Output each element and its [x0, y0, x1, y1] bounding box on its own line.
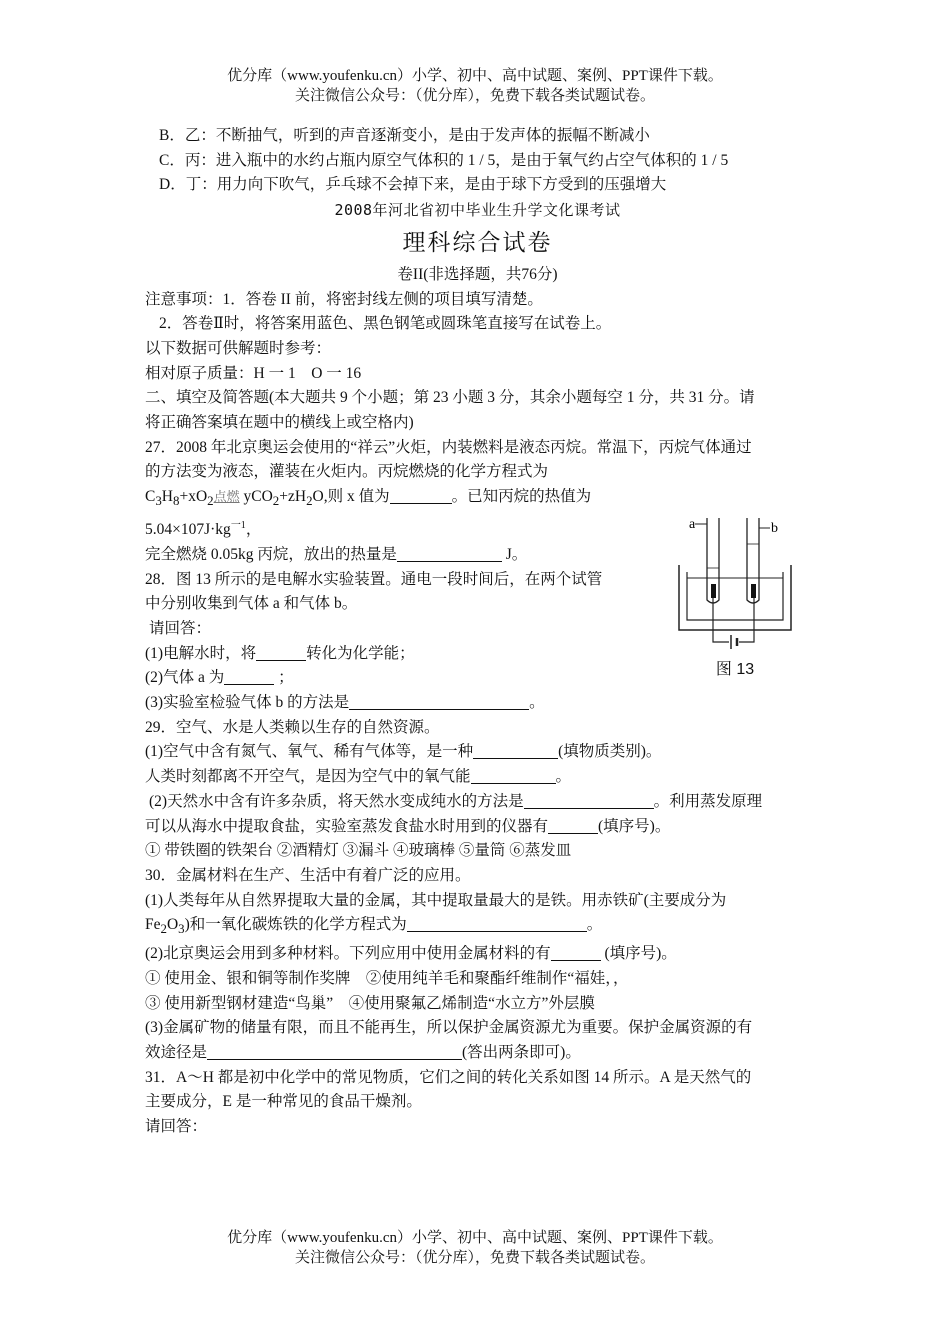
part-two-instructions-2: 将正确答案填在题中的横线上或空格内): [145, 414, 414, 432]
tube-label-a: a: [689, 517, 696, 532]
q30-sub-2: [145, 942, 810, 967]
option-b: B．乙：不断抽气，听到的声音逐渐变小，是由于发声体的振幅不断减小: [159, 127, 650, 144]
q30-line-1: 30．金属材料在生产、生活中有着广泛的应用。: [145, 866, 471, 884]
heat-exp: 一1: [230, 519, 246, 531]
o-sub-3: 3: [178, 921, 185, 937]
q30-sub-1b: [145, 913, 810, 942]
q31-line-1: 31．A～H 都是初中化学中的常见物质，它们之间的转化关系如图 14 所示。A 是天然气的: [145, 1068, 752, 1086]
electrode-b: [751, 584, 756, 598]
fe-symbol: Fe: [145, 916, 161, 934]
section-heading: 卷II(非选择题，共76分): [397, 265, 558, 283]
q29-blank-2[interactable]: [471, 767, 556, 784]
q29-sub-2-end: 。利用蒸发原理: [653, 792, 763, 810]
eq-xo: +xO: [179, 488, 208, 506]
tube-label-b: b: [771, 521, 778, 536]
q28-blank-3[interactable]: [349, 693, 529, 710]
q28-blank-2[interactable]: [224, 668, 274, 685]
q30-sub-3: (3)金属矿物的储量有限，而且不能再生，所以保护金属资源尤为重要。保护金属资源的有: [145, 1019, 753, 1037]
reference-note: 以下数据可供解题时参考：: [145, 339, 332, 357]
q29-blank-4[interactable]: [548, 817, 598, 834]
basin-inner: [687, 572, 783, 620]
figure-13: [675, 510, 795, 680]
eq-zh: +zH: [279, 488, 307, 506]
fe-sub-2: 2: [160, 921, 167, 937]
q28-blank-1[interactable]: [256, 644, 306, 661]
q29-blank-3[interactable]: [524, 792, 654, 809]
eq-sub-3: 3: [155, 493, 162, 509]
q29-sub-2-text: (2)天然水中含有许多杂质，将天然水变成纯水的方法是: [149, 792, 524, 810]
q28-sub-1-text: (1)电解水时，将: [145, 644, 257, 662]
part-two-instructions-1: 二、填空及简答题(本大题共 9 个小题；第 23 小题 3 分，其余小题每空 1 分，共 31 分。请: [145, 389, 755, 407]
q30-sub-3b-end: (答出两条即可)。: [462, 1043, 581, 1061]
q27-line-5-end: J。: [501, 545, 528, 563]
q29-sub-1-text: (1)空气中含有氮气、氧气、稀有气体等，是一种: [145, 743, 474, 761]
electrode-a: [711, 584, 716, 598]
q29-blank-1[interactable]: [473, 742, 558, 759]
q29-sub-1-end: (填物质类别)。: [558, 743, 662, 761]
q30-sub-3b: [145, 1041, 810, 1066]
eq-condition: 点燃: [213, 489, 240, 505]
footer-line-2: 关注微信公众号：（优分库），免费下载各类试题试卷。: [294, 1250, 655, 1266]
q27-blank-x[interactable]: [390, 487, 452, 504]
eq-sub-2c: 2: [306, 493, 313, 509]
eq-h: H: [161, 488, 173, 506]
page-footer: [0, 1228, 950, 1268]
q29-sub-2b-end: (填序号)。: [598, 817, 671, 835]
q30-sub-2-end: (填序号)。: [600, 945, 677, 963]
heat-value: 5.04×107J·kg: [145, 521, 231, 539]
q28-line-3: 请回答：: [149, 619, 212, 637]
q30-sub-3b-text: 效途径是: [145, 1043, 208, 1061]
q31-line-3: 请回答：: [145, 1118, 208, 1136]
q27-line-5-text: 完全燃烧 0.05kg 丙烷，放出的热量是: [145, 545, 397, 563]
q30-blank-1[interactable]: [407, 915, 587, 932]
q29-line-1: 29．空气、水是人类赖以生存的自然资源。: [145, 718, 440, 736]
q28-sub-3-text: (3)实验室检验气体 b 的方法是: [145, 694, 350, 712]
option-d: D．丁：用力向下吹气，乒乓球不会掉下来，是由于球下方受到的压强增大: [159, 176, 667, 194]
q27-blank-heat[interactable]: [397, 545, 502, 562]
eq-yco: yCO: [239, 488, 273, 506]
q30-sub-1b-text: )和一氧化碳炼铁的化学方程式为: [184, 916, 407, 934]
figure-13-caption: 图 13: [715, 661, 755, 678]
q27-line-1: 27．2008 年北京奥运会使用的“祥云”火炬，内装燃料是液态丙烷。常温下，丙烷气体通过: [145, 438, 752, 456]
q29-sub-1b-text: 人类时刻都离不开空气，是因为空气中的氧气能: [145, 768, 471, 786]
q30-item-2: ③ 使用新型钢材建造“鸟巢” ④使用聚氟乙烯制造“水立方”外层膜: [145, 994, 595, 1012]
note-2: 2．答卷Ⅱ时，将答案用蓝色、黑色钢笔或圆珠笔直接写在试卷上。: [159, 315, 612, 333]
q29-items: ① 带铁圈的铁架台 ②酒精灯 ③漏斗 ④玻璃棒 ⑤量筒 ⑥蒸发皿: [145, 842, 572, 860]
q30-blank-3[interactable]: [207, 1043, 462, 1060]
q29-sub-2b-text: 可以从海水中提取食盐，实验室蒸发食盐水时用到的仪器有: [145, 817, 549, 835]
q28-sub-1-end: 转化为化学能；: [306, 644, 415, 662]
atomic-mass: 相对原子质量：H 一 1 O 一 16: [145, 364, 362, 382]
page-header: [0, 66, 950, 106]
q28-sub-3: [145, 691, 810, 716]
q29-sub-2: [145, 790, 810, 815]
exam-subtitle: 理科综合试卷: [402, 229, 553, 255]
eq-sub-2: 2: [207, 493, 214, 509]
heat-end: ，: [245, 521, 262, 539]
q29-sub-2b: [145, 815, 810, 840]
q28-line-2: 中分别收集到气体 a 和气体 b。: [145, 595, 358, 613]
q28-sub-2-text: (2)气体 a 为: [145, 669, 225, 687]
header-line-1: 优分库（www.youfenku.cn）小学、初中、高中试题、案例、PPT课件下载。: [227, 68, 723, 84]
eq-sub-8: 8: [173, 493, 180, 509]
q30-sub-2-text: (2)北京奥运会用到多种材料。下列应用中使用金属材料的有: [145, 945, 551, 963]
q27-line-2: 的方法变为液态，灌装在火炬内。丙烷燃烧的化学方程式为: [145, 463, 549, 481]
q28-sub-3-end: 。: [529, 694, 545, 712]
q27-line-3-end: 。已知丙烷的热值为: [451, 488, 592, 506]
q30-item-1: ① 使用金、银和铜等制作奖牌 ②使用纯羊毛和聚酯纤维制作“福娃，，: [145, 969, 629, 987]
eq-c: C: [145, 488, 156, 506]
q30-blank-2[interactable]: [551, 944, 601, 961]
option-c: C．丙：进入瓶中的水约占瓶内原空气体积的 1 / 5，是由于氧气约占空气体积的 1 / 5: [159, 151, 729, 169]
q30-sub-1b-end: 。: [586, 916, 603, 934]
exam-title: 2008年河北省初中毕业生升学文化课考试: [334, 201, 621, 220]
o-symbol: O: [166, 916, 179, 934]
q31-line-2: 主要成分，E 是一种常见的食品干燥剂。: [145, 1093, 422, 1111]
eq-o: O,则 x 值为: [312, 488, 390, 506]
q28-sub-2-end: ；: [274, 669, 294, 687]
footer-line-1: 优分库（www.youfenku.cn）小学、初中、高中试题、案例、PPT课件下载。: [227, 1230, 723, 1246]
q29-sub-1b-end: 。: [555, 768, 572, 786]
header-line-2: 关注微信公众号：（优分库），免费下载各类试题试卷。: [294, 88, 655, 104]
q28-line-1: 28．图 13 所示的是电解水实验装置。通电一段时间后，在两个试管: [145, 570, 603, 588]
eq-sub-2b: 2: [272, 493, 280, 509]
electrolysis-apparatus-diagram: [675, 510, 795, 655]
q29-sub-1b: [145, 765, 810, 790]
q29-sub-1: [145, 740, 810, 765]
note-1: 注意事项：1．答卷 II 前，将密封线左侧的项目填写清楚。: [145, 290, 543, 308]
q30-sub-1: (1)人类每年从自然界提取大量的金属，其中提取量最大的是铁。用赤铁矿(主要成分为: [145, 891, 727, 909]
